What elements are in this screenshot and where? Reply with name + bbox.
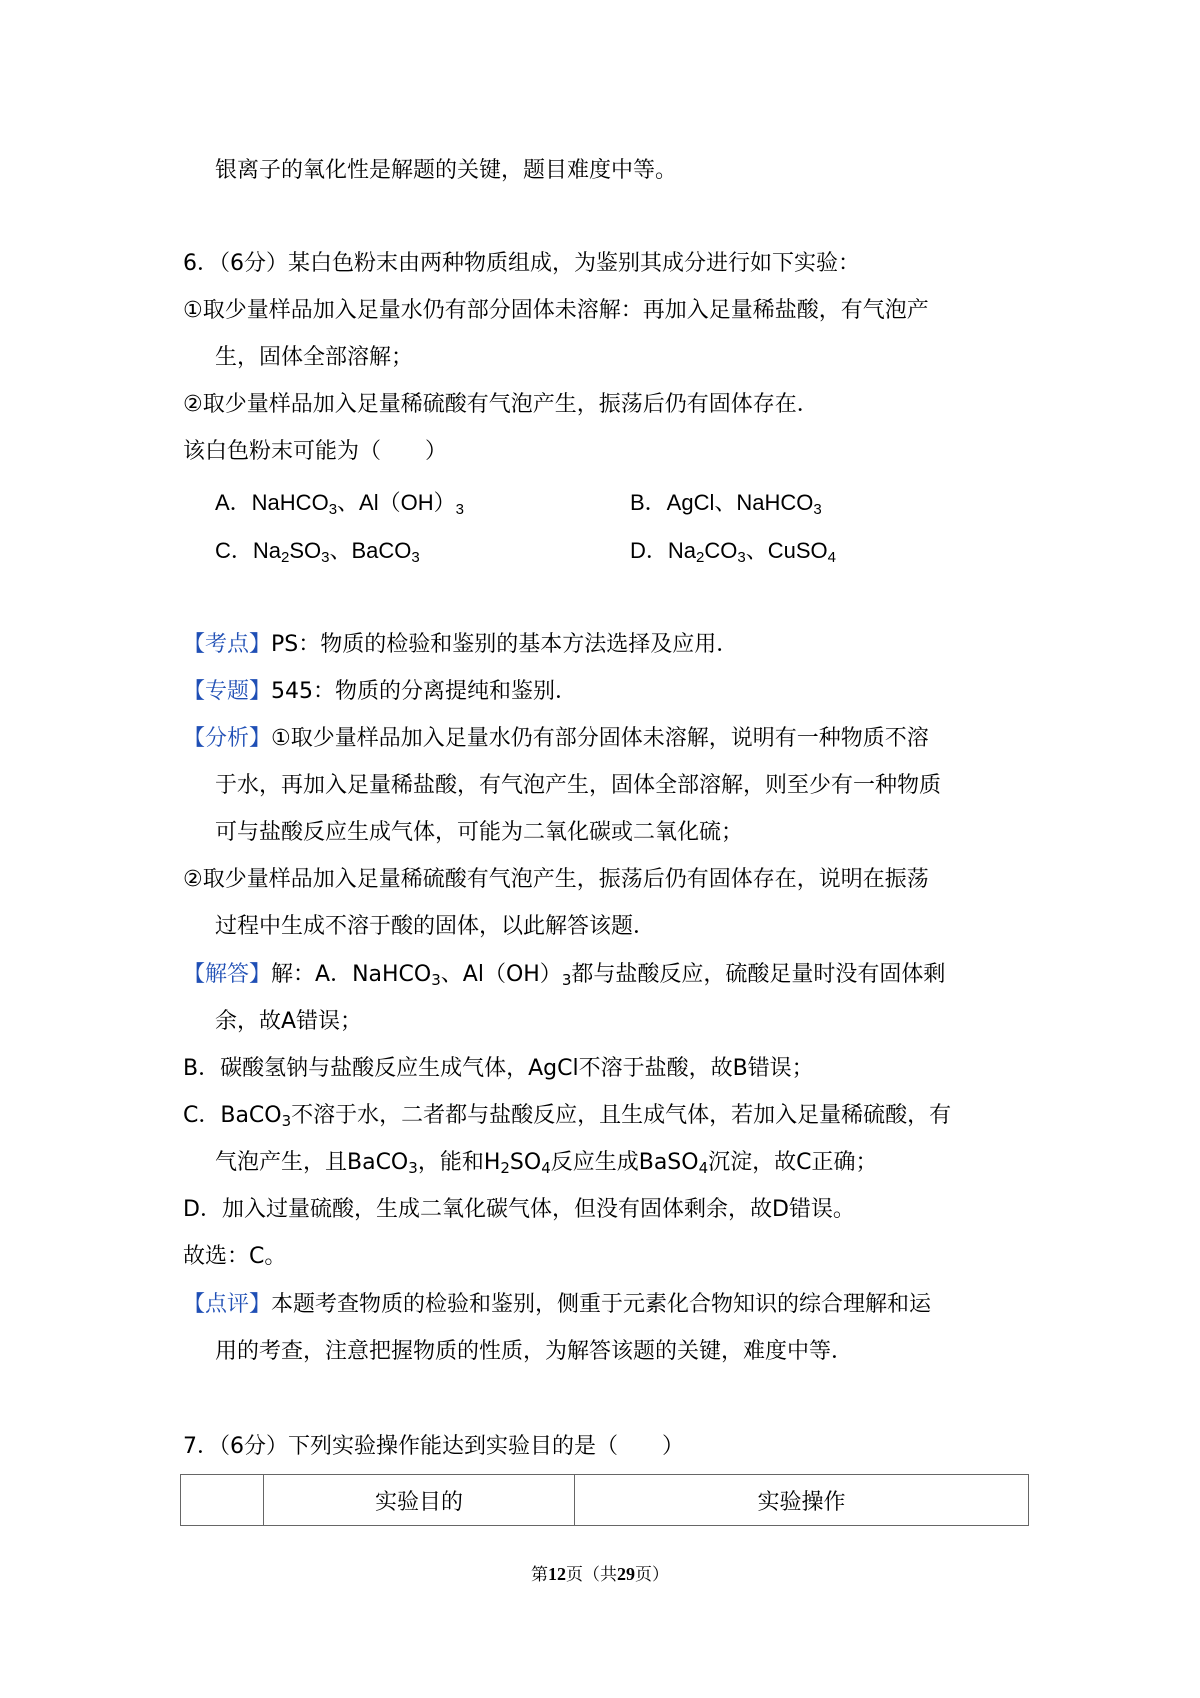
zhuanti-line: 【专题】545：物质的分离提纯和鉴别． — [183, 679, 578, 704]
table-header-row — [181, 1475, 1029, 1526]
table-header-operation: 实验操作 — [575, 1475, 1029, 1526]
dianping-tag: 【点评】 — [183, 1292, 272, 1317]
continuation-text: 银离子的氧化性是解题的关键，题目难度中等。 — [215, 158, 678, 183]
dianping-line-2: 用的考查，注意把握物质的性质，为解答该题的关键，难度中等． — [215, 1339, 854, 1364]
dianping-line: 【点评】本题考查物质的检验和鉴别，侧重于元素化合物知识的综合理解和运 — [183, 1292, 932, 1317]
jieda-d: D．加入过量硫酸，生成二氧化碳气体，但没有固体剩余，故D错误。 — [183, 1197, 855, 1222]
jieda-line: 【解答】解：A．NaHCO$_3$、$Al(OH)_3$都与盐酸反应，硫酸足量时没有固体剩 — [183, 962, 946, 989]
jieda-tag: 【解答】 — [183, 962, 272, 987]
q6-stem: 6．（6分）某白色粉末由两种物质组成，为鉴别其成分进行如下实验： — [183, 251, 860, 276]
q7-table — [180, 1474, 1029, 1526]
q6-step2: ②取少量样品加入足量稀硫酸有气泡产生，振荡后仍有固体存在． — [183, 392, 819, 417]
fenxi-tag: 【分析】 — [183, 726, 272, 751]
jieda-c: C．BaCO$_3$不溶于水，二者都与盐酸反应，且生成气体，若加入足量稀硫酸，有 — [183, 1103, 952, 1130]
fenxi-line-2: 于水，再加入足量稀盐酸，有气泡产生，固体全部溶解，则至少有一种物质 — [215, 773, 942, 798]
option-d[interactable]: D．$Na_2CO_3$、CuSO$_4$ — [630, 538, 836, 566]
option-b[interactable]: B．AgCl、NaHCO$_3$ — [630, 490, 822, 518]
q6-step1-cont: 生，固体全部溶解； — [215, 345, 414, 370]
kaodian-line: 【考点】PS：物质的检验和鉴别的基本方法选择及应用． — [183, 632, 739, 657]
option-a[interactable]: A．NaHCO$_3$、$Al(OH)_3$ — [215, 490, 464, 518]
q7-stem: 7．（6分）下列实验操作能达到实验目的是（ ） — [183, 1434, 684, 1459]
q6-prompt: 该白色粉末可能为（ ） — [183, 439, 448, 464]
table-header-blank — [181, 1475, 264, 1526]
q6-step1: ①取少量样品加入足量水仍有部分固体未溶解：再加入足量稀盐酸，有气泡产 — [183, 298, 929, 323]
jieda-line-2: 余，故A错误； — [215, 1009, 363, 1034]
fenxi-line-4: ②取少量样品加入足量稀硫酸有气泡产生，振荡后仍有固体存在，说明在振荡 — [183, 867, 929, 892]
fenxi-line: 【分析】①取少量样品加入足量水仍有部分固体未溶解，说明有一种物质不溶 — [183, 726, 929, 751]
table-header-purpose: 实验目的 — [264, 1475, 575, 1526]
zhuanti-tag: 【专题】 — [183, 679, 272, 704]
kaodian-tag: 【考点】 — [183, 632, 272, 657]
option-c[interactable]: C．$Na_2SO_3$、BaCO$_3$ — [215, 538, 420, 566]
fenxi-line-5: 过程中生成不溶于酸的固体，以此解答该题． — [215, 914, 656, 939]
jieda-b: B．碳酸氢钠与盐酸反应生成气体，AgCl不溶于盐酸，故B错误； — [183, 1056, 814, 1081]
final-answer: 故选：C。 — [183, 1244, 287, 1269]
fenxi-line-3: 可与盐酸反应生成气体，可能为二氧化碳或二氧化硫； — [215, 820, 744, 845]
page-footer: 第12页（共29页） — [531, 1564, 669, 1585]
jieda-c-cont: 气泡产生，且BaCO$_3$，能和$H_2SO_4$反应生成BaSO$_4$沉淀，故C正确； — [215, 1150, 878, 1177]
